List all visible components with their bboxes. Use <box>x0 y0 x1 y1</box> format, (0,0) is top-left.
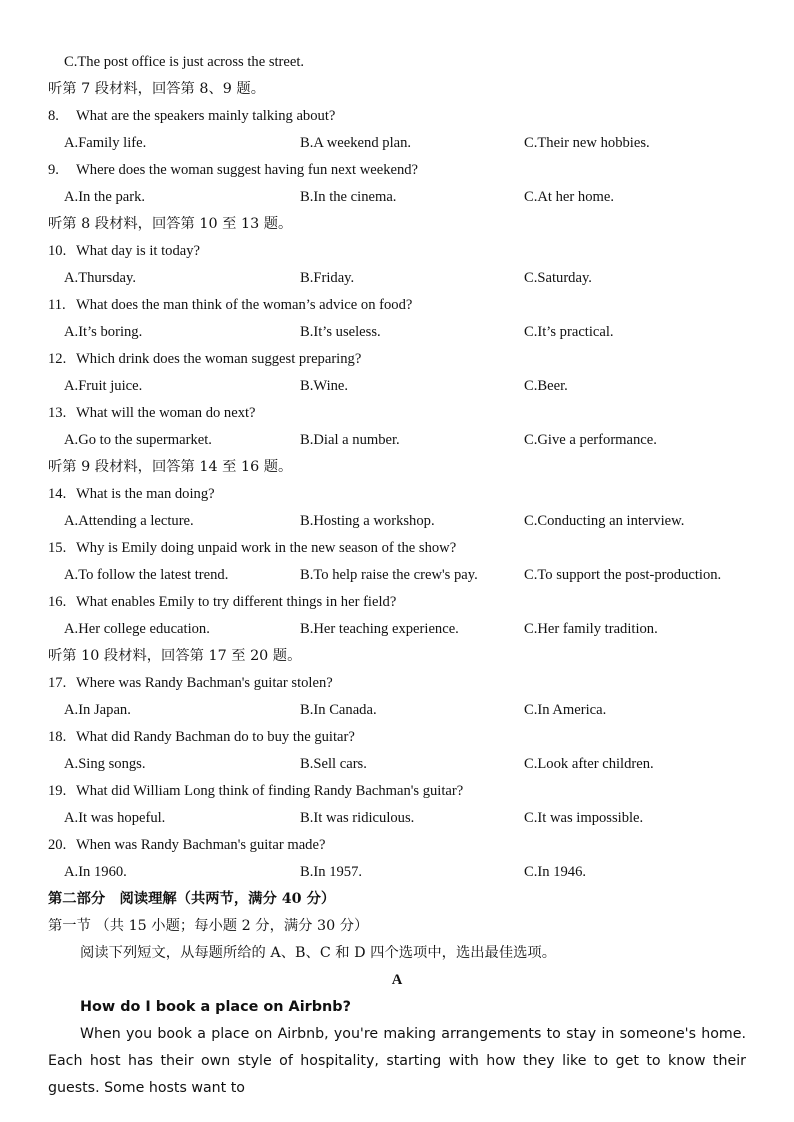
option-a: A.Sing songs. <box>64 756 146 772</box>
question-9 <box>48 160 418 180</box>
question-text: What are the speakers mainly talking about? <box>76 108 336 124</box>
question-text: What will the woman do next? <box>76 405 256 421</box>
option-c: C.Look after children. <box>524 756 654 772</box>
question-number: 19. <box>48 783 67 799</box>
question-number: 11. <box>48 297 66 313</box>
question-number: 8. <box>48 108 59 124</box>
question-20-options <box>0 862 794 882</box>
option-c: C.Her family tradition. <box>524 621 658 637</box>
option-a: A.In 1960. <box>64 864 127 880</box>
question-13 <box>48 403 256 423</box>
option-c: C.Give a performance. <box>524 432 657 448</box>
passage-paragraph: When you book a place on Airbnb, you're making arrangements to stay in someone's home. Each host has their own style of hospitality, starting with how they like to get to know their guests. Some hosts want to <box>48 1026 746 1096</box>
question-number: 16. <box>48 594 67 610</box>
section-1-header: 第一节 （共 15 小题；每小题 2 分，满分 30 分） <box>48 918 369 934</box>
option-a: A.It was hopeful. <box>64 810 166 826</box>
question-text: Where was Randy Bachman's guitar stolen? <box>76 675 333 691</box>
option-c: C.Saturday. <box>524 270 592 286</box>
option-c: C.It’s practical. <box>524 324 614 340</box>
question-14 <box>48 484 215 504</box>
question-text: What day is it today? <box>76 243 201 259</box>
reading-instructions: 阅读下列短文，从每题所给的 A、B、C 和 D 四个选项中，选出最佳选项。 <box>80 945 557 961</box>
question-19-options <box>0 808 794 828</box>
option-a: A.In the park. <box>64 189 146 205</box>
option-a: A.It’s boring. <box>64 324 143 340</box>
question-20 <box>48 835 325 855</box>
question-text: When was Randy Bachman's guitar made? <box>76 837 326 853</box>
option-a: A.In Japan. <box>64 702 131 718</box>
question-10 <box>48 241 200 261</box>
question-19 <box>48 781 463 801</box>
question-14-options <box>0 511 794 531</box>
option-b: B.To help raise the crew's pay. <box>300 567 478 583</box>
option-c: C.To support the post-production. <box>524 567 722 583</box>
question-text: What enables Emily to try different things in her field? <box>76 594 397 610</box>
question-number: 14. <box>48 486 67 502</box>
question-text: Why is Emily doing unpaid work in the new season of the show? <box>76 540 457 556</box>
section-10-header: 听第 10 段材料，回答第 17 至 20 题。 <box>48 648 302 664</box>
question-13-options <box>0 430 794 450</box>
option-b: B.In Canada. <box>300 702 377 718</box>
option-a: A.Fruit juice. <box>64 378 143 394</box>
part-2-header: 第二部分 阅读理解（共两节，满分 40 分） <box>48 891 336 907</box>
question-17-options <box>0 700 794 720</box>
option-b: B.Her teaching experience. <box>300 621 459 637</box>
option-a: A.To follow the latest trend. <box>64 567 229 583</box>
question-15 <box>48 538 456 558</box>
option-a: A.Attending a lecture. <box>64 513 194 529</box>
question-8-options <box>0 133 794 153</box>
option-a: A.Go to the supermarket. <box>64 432 212 448</box>
question-15-options <box>0 565 794 585</box>
question-11 <box>48 295 412 315</box>
question-number: 17. <box>48 675 67 691</box>
option-a: A.Her college education. <box>64 621 210 637</box>
option-c: C.In 1946. <box>524 864 587 880</box>
question-12 <box>48 349 361 369</box>
question-number: 20. <box>48 837 67 853</box>
question-number: 9. <box>48 162 59 178</box>
question-18 <box>48 727 355 747</box>
section-9-header: 听第 9 段材料，回答第 14 至 16 题。 <box>48 459 293 475</box>
option-c: C.Beer. <box>524 378 568 394</box>
option-b: B.It was ridiculous. <box>300 810 415 826</box>
option-c: C.In America. <box>524 702 607 718</box>
question-16-options <box>0 619 794 639</box>
option-a: A.Thursday. <box>64 270 137 286</box>
question-number: 12. <box>48 351 67 367</box>
question-18-options <box>0 754 794 774</box>
option-b: B.A weekend plan. <box>300 135 412 151</box>
option-a: A.Family life. <box>64 135 147 151</box>
option-c: C.Their new hobbies. <box>524 135 650 151</box>
question-11-options <box>0 322 794 342</box>
question-16 <box>48 592 396 612</box>
option-b: B.Hosting a workshop. <box>300 513 435 529</box>
question-number: 13. <box>48 405 67 421</box>
option-b: B.Friday. <box>300 270 355 286</box>
section-7-header: 听第 7 段材料，回答第 8、9 题。 <box>48 81 266 97</box>
option-b: B.In the cinema. <box>300 189 397 205</box>
question-9-options <box>0 187 794 207</box>
question-text: Where does the woman suggest having fun next weekend? <box>76 162 419 178</box>
question-8 <box>48 106 335 126</box>
section-8-header: 听第 8 段材料，回答第 10 至 13 题。 <box>48 216 293 232</box>
question-text: What did William Long think of finding Randy Bachman's guitar? <box>76 783 464 799</box>
question-number: 18. <box>48 729 67 745</box>
option-b: B.Wine. <box>300 378 349 394</box>
question-text: Which drink does the woman suggest preparing? <box>76 351 362 367</box>
option-c: C.At her home. <box>524 189 614 205</box>
question-10-options <box>0 268 794 288</box>
option-b: B.Dial a number. <box>300 432 400 448</box>
question-number: 10. <box>48 243 67 259</box>
question-text: What is the man doing? <box>76 486 215 502</box>
option-b: B.In 1957. <box>300 864 363 880</box>
question-text: What does the man think of the woman’s advice on food? <box>76 297 413 313</box>
passage-label: A <box>391 972 403 988</box>
question-number: 15. <box>48 540 67 556</box>
question-text: What did Randy Bachman do to buy the guitar? <box>76 729 355 745</box>
q7-option-c: C.The post office is just across the street. <box>64 54 305 70</box>
passage-title: How do I book a place on Airbnb? <box>80 999 351 1015</box>
question-12-options <box>0 376 794 396</box>
option-c: C.It was impossible. <box>524 810 644 826</box>
option-c: C.Conducting an interview. <box>524 513 685 529</box>
question-17 <box>48 673 333 693</box>
option-b: B.It’s useless. <box>300 324 381 340</box>
option-b: B.Sell cars. <box>300 756 367 772</box>
